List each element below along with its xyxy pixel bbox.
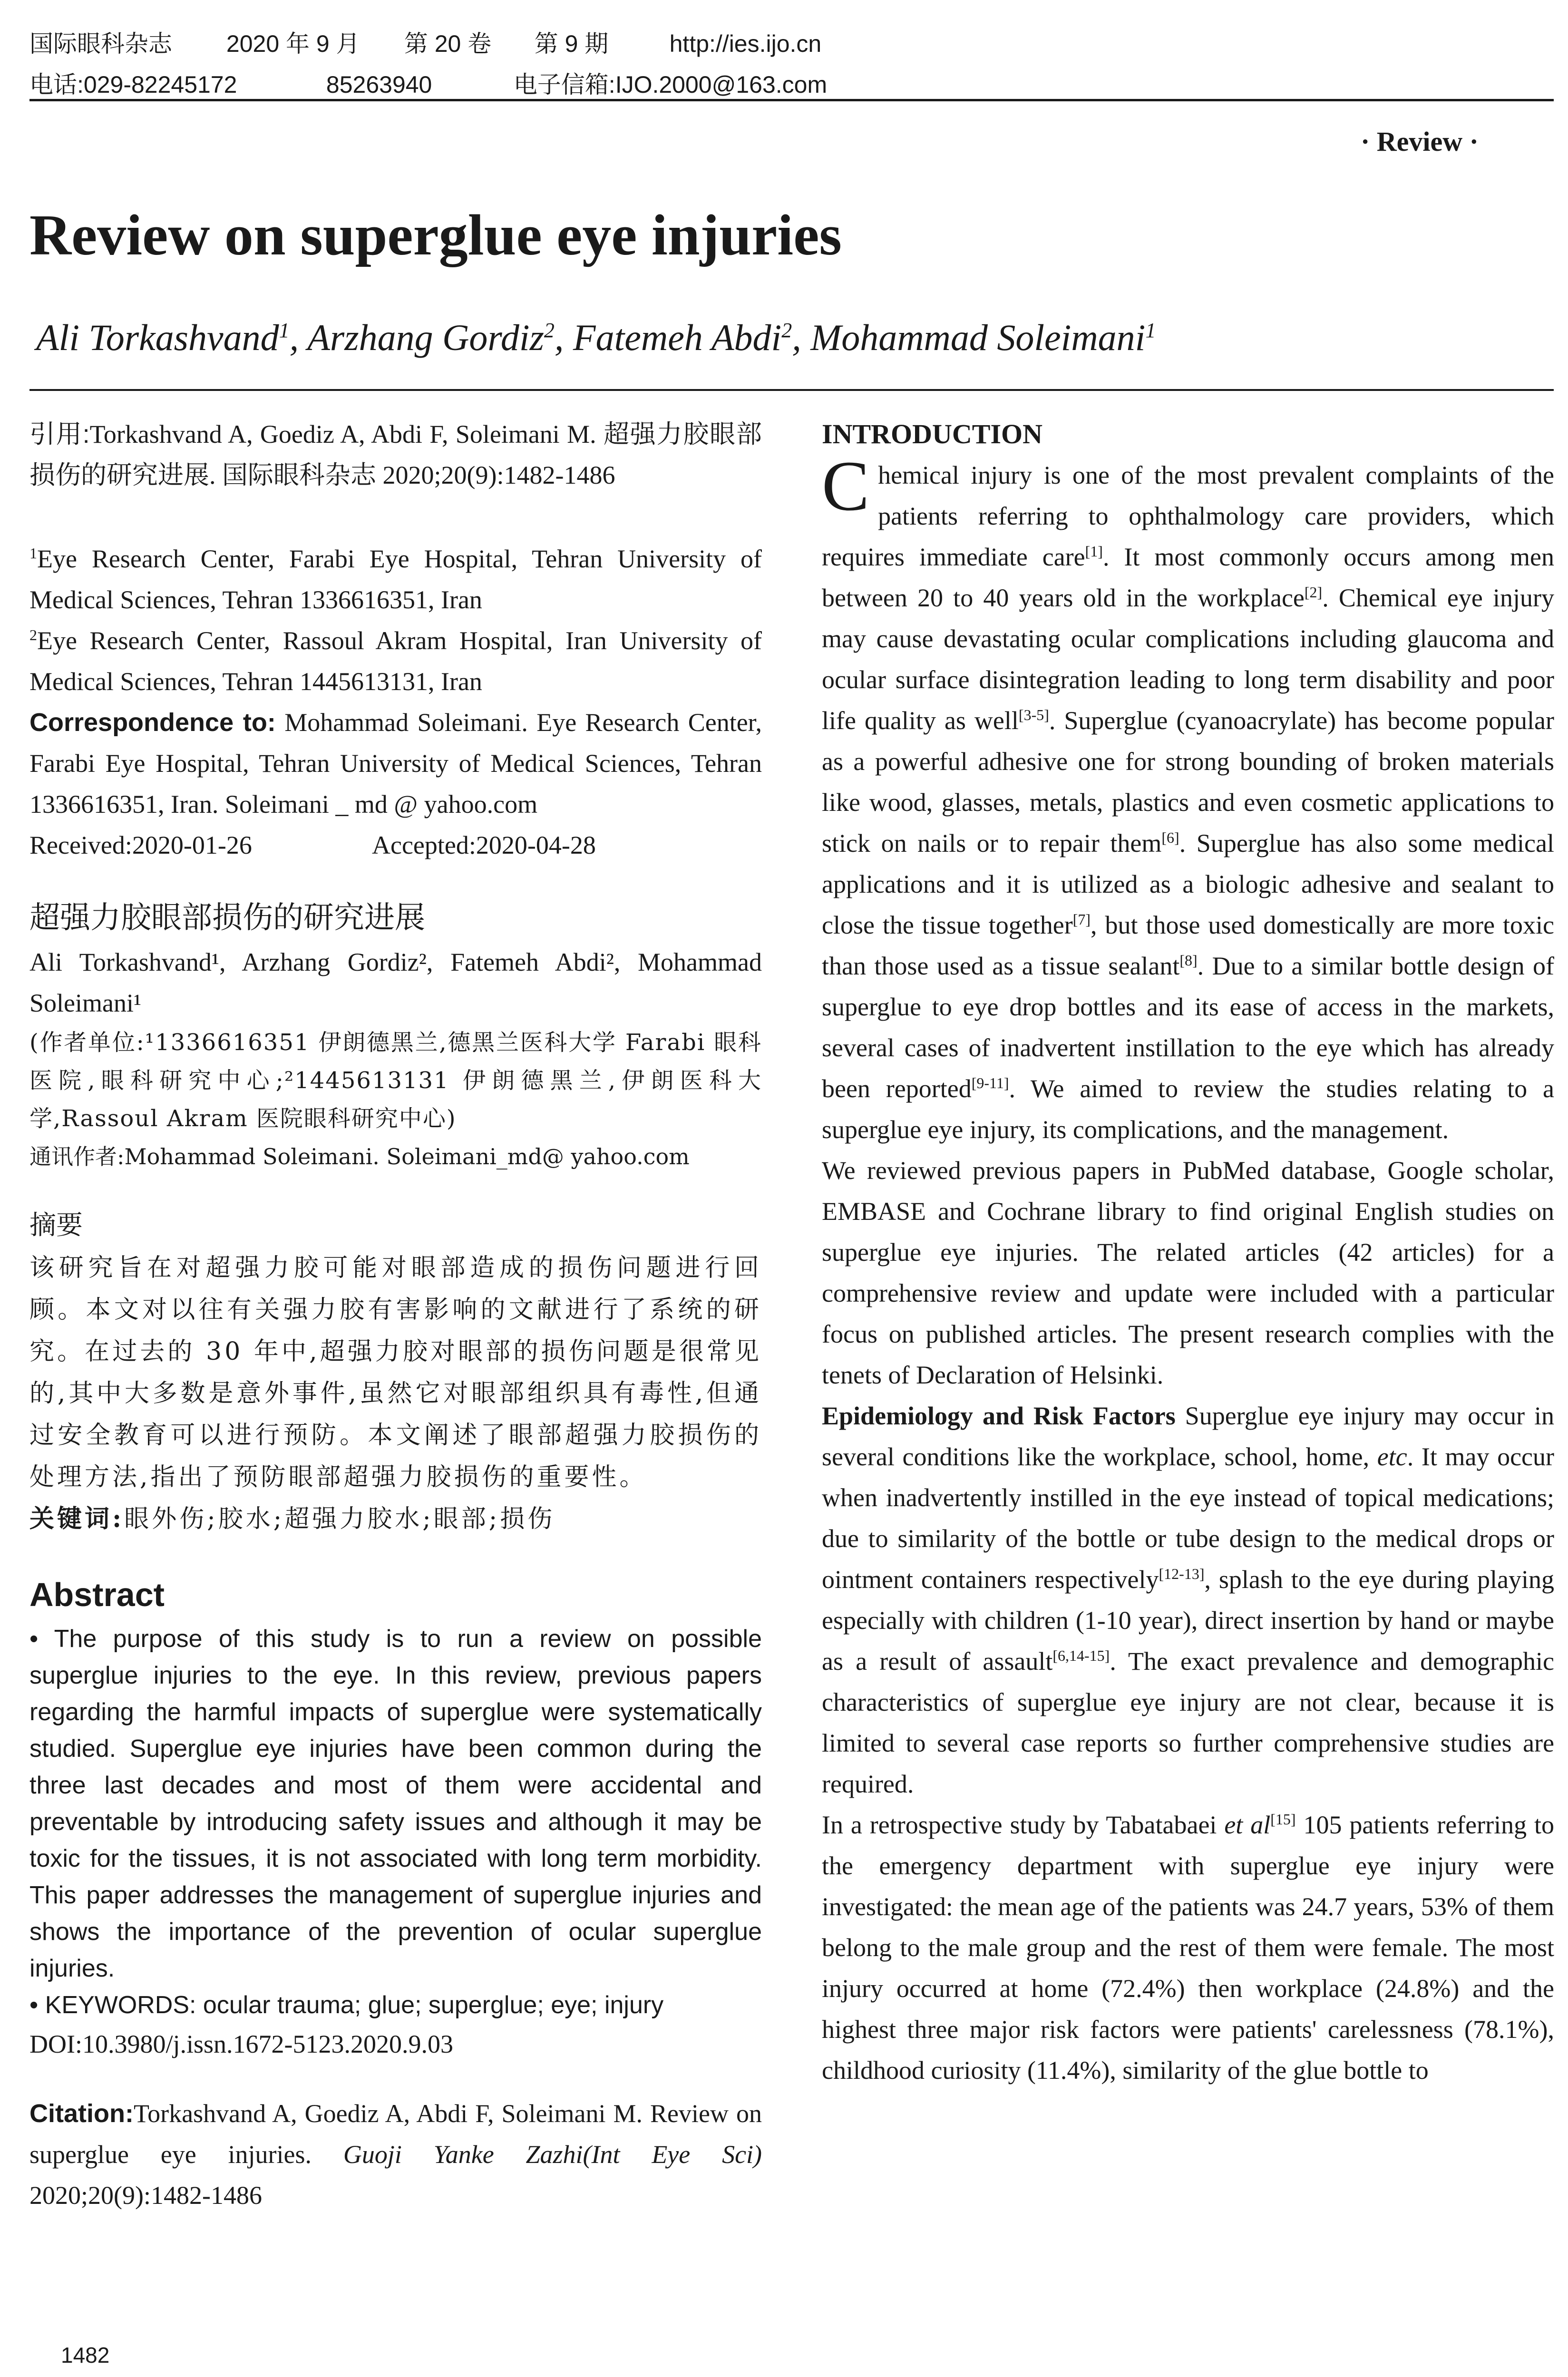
right-column — [822, 414, 1554, 2091]
affiliation-2: $^2$Eye Research Center, Rassoul Akram Hospital, Iran University of Medical Sciences, Tehran 1445613131, Iran — [29, 626, 762, 696]
author-4-aff: 1 — [1145, 319, 1156, 342]
cite-text: Torkashvand A, Goediz A, Abdi F, Soleimani M. 超强力胶眼部损伤的研究进展. 国际眼科杂志 2020;20(9):1482-1486 — [29, 420, 762, 489]
author-3-aff: 2 — [781, 319, 792, 342]
reference-marker[interactable]: [3-5] — [1018, 706, 1049, 723]
abstract-heading: Abstract — [29, 1576, 165, 1613]
page-number: 1482 — [61, 2343, 110, 2367]
phone: 电话:029-82245172 — [29, 71, 237, 98]
author-2-aff: 2 — [544, 319, 555, 342]
epidemiology-paragraph-1 — [822, 1395, 1554, 1804]
journal-header-line2 — [29, 66, 827, 100]
author-1-aff: 1 — [279, 319, 290, 342]
reference-marker[interactable]: [15] — [1270, 1811, 1296, 1828]
journal-header-line1 — [29, 25, 821, 59]
correspondence-label: Correspondence to: — [29, 708, 276, 737]
text-run: . Chemical eye injury may cause devastating ocular complications including glaucoma and ocular surface disintegration leading to long term disability and poor life quality as well — [822, 584, 1554, 735]
author-2: Arzhang Gordiz — [307, 317, 544, 358]
epidemiology-heading: Epidemiology and Risk Factors — [822, 1402, 1176, 1430]
cite-label: 引用: — [29, 420, 90, 448]
text-run: , splash to the eye during playing especially with children (1-10 year), direct insertion by hand or maybe as a result of assault — [822, 1565, 1555, 1676]
intro-p1-body — [822, 461, 1554, 1144]
introduction-paragraph-2: We reviewed previous papers in PubMed database, Google scholar, EMBASE and Cochrane library to find original English studies on superglue eye injuries. The related articles (42 articles) for a comprehensive review and update were included with a particular focus on published articles. The present research complies with the tenets of Declaration of Helsinki. — [822, 1156, 1554, 1389]
reference-marker[interactable]: [7] — [1072, 911, 1091, 928]
text-run: , but those used domestically are more toxic than those used as a tissue sealant — [822, 911, 1554, 980]
epi-p1-body — [822, 1402, 1554, 1798]
reference-marker[interactable]: [6,14-15] — [1052, 1647, 1110, 1664]
text-run: . Superglue (cyanoacrylate) has become popular as a powerful adhesive one for strong bounding of broken materials like wood, glasses, metals, plastics and even cosmetic applications to stick on nails or to repair them — [822, 706, 1554, 857]
header-rule — [29, 99, 1554, 101]
author-4: Mohammad Soleimani — [810, 317, 1146, 358]
reference-marker[interactable]: [12-13] — [1159, 1565, 1205, 1582]
accepted-date: Accepted:2020-04-28 — [372, 831, 596, 859]
abstract-text: • The purpose of this study is to run a review on possible superglue injuries to the eye. In this review, previous papers regarding the harmful impacts of superglue were systematically studied. Superglue eye injuries have been common during the three last decades and most of them were accidental and preventable by introducing safety issues and although it may be toxic for the tissues, it is not associated with long term morbidity. This paper addresses the management of superglue injuries and shows the importance of the prevention of ocular superglue injuries. — [29, 1625, 762, 1982]
authors-rule — [29, 389, 1554, 391]
chinese-abstract: 该研究旨在对超强力胶可能对眼部造成的损伤问题进行回顾。本文对以往有关强力胶有害影响的文献进行了系统的研究。在过去的 30 年中,超强力胶对眼部的损伤问题是很常见的,其中大多数是意外事件,虽然它对眼部组织具有毒性,但通过安全教育可以进行预防。本文阐述了眼部超强力胶损伤的处理方法,指出了预防眼部超强力胶损伤的重要性。 — [29, 1254, 762, 1491]
author-3: Fatemeh Abdi — [573, 317, 782, 358]
epi-p2-body — [822, 1811, 1554, 2085]
text-run: In a retrospective study by Tabatabaei — [822, 1811, 1225, 1839]
keywords: • KEYWORDS: ocular trauma; glue; superglue; eye; injury — [29, 1991, 664, 2019]
chinese-authors: Ali Torkashvand¹, Arzhang Gordiz², Fatemeh Abdi², Mohammad Soleimani¹ — [29, 948, 762, 1017]
reference-marker[interactable]: [1] — [1085, 543, 1103, 560]
phone2: 85263940 — [326, 71, 432, 98]
reference-marker[interactable]: [8] — [1179, 952, 1198, 969]
left-column — [29, 414, 762, 2216]
correspondence — [29, 702, 762, 825]
article-title: Review on superglue eye injuries — [29, 203, 842, 267]
reference-marker[interactable]: [2] — [1304, 584, 1323, 601]
email[interactable]: 电子信箱:IJO.2000@163.com — [513, 71, 828, 98]
website-link[interactable]: http://ies.ijo.cn — [669, 30, 822, 57]
text-run: 105 patients referring to the emergency department with superglue eye injury were investigated: the mean age of the patients was 24.7 years, 53% of them belong to the male group and the rest of them were female. The most injury occurred at home (72.4%) then workplace (24.8%) and the highest three major risk factors were patients' carelessness (78.1%), childhood curiosity (11.4%), similarity of the glue bottle to — [822, 1811, 1554, 2085]
italic-text: etc — [1377, 1442, 1407, 1471]
chinese-keywords — [29, 1498, 762, 1540]
chinese-abstract-heading: 摘要 — [29, 1210, 83, 1241]
drop-cap: C — [822, 447, 870, 526]
chinese-title: 超强力胶眼部损伤的研究进展 — [29, 900, 425, 935]
introduction-paragraph-1 — [822, 447, 1555, 1150]
chinese-keywords-label: 关键词: — [29, 1504, 125, 1533]
author-1: Ali Torkashvand — [36, 317, 279, 358]
affiliation-1: $^1$Eye Research Center, Farabi Eye Hospital, Tehran University of Medical Sciences, Tehran 1336616351, Iran — [29, 545, 762, 614]
volume: 第 20 卷 — [404, 30, 492, 57]
received-date: Received:2020-01-26 — [29, 831, 252, 859]
correspondence-text: Mohammad Soleimani. Eye Research Center, Farabi Eye Hospital, Tehran University of Medical Sciences, Tehran 1336616351, Iran. Soleimani _ md @ yahoo.com — [29, 708, 762, 818]
journal-name: 国际眼科杂志 — [29, 30, 172, 57]
author-list: Ali Torkashvand$^1$, Arzhang Gordiz$^2$, Fatemeh Abdi$^2$, Mohammad Soleimani$^1$ — [36, 317, 1156, 358]
reference-marker[interactable]: [9-11] — [971, 1074, 1009, 1091]
text-run: . We aimed to review the studies relating to a superglue eye injury, its complications, and the management. — [822, 1074, 1555, 1144]
cite-cn — [29, 414, 762, 496]
chinese-units: (作者单位:¹1336616351 伊朗德黑兰,德黑兰医科大学 Farabi 眼科医院,眼科研究中心;²1445613131 伊朗德黑兰,伊朗医科大学,Rassoul Akram 医院眼科研究中心) — [29, 1029, 762, 1132]
text-run: . It most commonly occurs among men between 20 to 40 years old in the workplace — [822, 543, 1554, 612]
review-tag: · Review · — [1360, 126, 1479, 157]
text-run: . The exact prevalence and demographic characteristics of superglue eye injury are not clear, because it is limited to several case reports so further comprehensive studies are required. — [822, 1647, 1554, 1798]
citation: Citation:Torkashvand A, Goediz A, Abdi F, Soleimani M. Review on superglue eye injuries. Guoji Yanke Zazhi(Int Eye Sci) 2020;20(9):1482-1486 — [29, 2099, 762, 2210]
text-run: . Superglue has also some medical applications and it is utilized as a biologic adhesive and sealant to close the tissue together — [822, 829, 1555, 939]
citation-label: Citation: — [29, 2099, 134, 2128]
text-run: . Due to a similar bottle design of superglue to eye drop bottles and its ease of access in the markets, several cases of inadvertent instillation to the eye which has already been reported — [822, 952, 1554, 1103]
citation-journal: Guoji Yanke Zazhi(Int Eye Sci) — [343, 2140, 762, 2169]
chinese-keywords-text: 眼外伤;胶水;超强力胶水;眼部;损伤 — [124, 1505, 555, 1533]
text-run: Superglue eye injury may occur in several conditions like the workplace, school, home, — [822, 1402, 1554, 1471]
text-run: hemical injury is one of the most prevalent complaints of the patients referring to ophthalmology care providers, which requires immediate care — [822, 461, 1554, 571]
reference-marker[interactable]: [6] — [1161, 829, 1179, 846]
issue-number: 第 9 期 — [534, 30, 609, 57]
italic-text: et al — [1224, 1811, 1271, 1839]
introduction-heading: INTRODUCTION — [822, 419, 1043, 449]
dates — [29, 825, 762, 866]
doi: DOI:10.3980/j.issn.1672-5123.2020.9.03 — [29, 2030, 453, 2058]
issue-date: 2020 年 9 月 — [226, 30, 360, 57]
epidemiology-paragraph-2 — [822, 1804, 1554, 2091]
chinese-correspondence: 通讯作者:Mohammad Soleimani. Soleimani_md@ yahoo.com — [29, 1144, 690, 1169]
text-run: . It may occur when inadvertently instilled in the eye instead of topical medications; due to similarity of the bottle or tube design to the medical drops or ointment containers respectively — [822, 1442, 1555, 1594]
